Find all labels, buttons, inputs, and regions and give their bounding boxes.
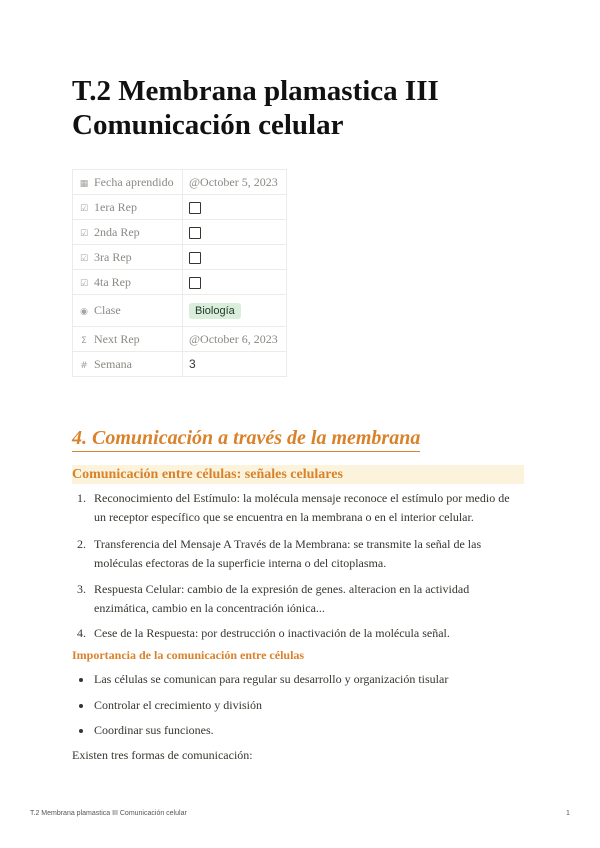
properties-table (72, 169, 287, 377)
property-value (183, 245, 287, 270)
property-row (73, 170, 287, 195)
property-row (73, 195, 287, 220)
subheading-importance: Importancia de la comunicación entre células (72, 648, 305, 662)
checkbox-icon: ☑ (79, 203, 89, 214)
section-heading: 4. Comunicación a través de la membrana (72, 425, 420, 452)
bullet-icon (79, 678, 83, 682)
bullet-icon (79, 729, 83, 733)
page-number: 1 (566, 810, 570, 817)
property-key: ☑ 4ta Rep (73, 270, 183, 295)
list-item: Las células se comunican para regular su desarrollo y organización tisular (72, 670, 528, 689)
checkbox-icon: ☑ (79, 228, 89, 239)
list-item: Coordinar sus funciones. (72, 721, 528, 740)
number-icon: # (80, 360, 88, 371)
list-item: 1. Reconocimiento del Estímulo: la molécula mensaje reconoce el estímulo por medio de un receptor específico que se encuentra en la membrana o en el interior celular. (77, 491, 510, 524)
property-key: # Semana (73, 352, 183, 377)
checkbox[interactable] (189, 202, 201, 214)
sigma-icon: Σ (81, 335, 87, 346)
list-item: Controlar el crecimiento y división (72, 696, 528, 715)
title-line-2: Comunicación celular (72, 109, 344, 141)
title-line-1: T.2 Membrana plamastica III (72, 75, 439, 107)
property-row (73, 295, 287, 327)
paragraph: Existen tres formas de comunicación: (72, 748, 253, 762)
property-row (73, 352, 287, 377)
property-value: @October 6, 2023 (183, 327, 287, 352)
property-value[interactable]: @October 5, 2023 (183, 170, 287, 195)
property-key: Σ Next Rep (73, 327, 183, 352)
property-key: ▦ Fecha aprendido (73, 170, 183, 195)
property-value (183, 295, 287, 327)
property-row (73, 245, 287, 270)
property-value[interactable]: 3 (183, 352, 287, 377)
checkbox-icon: ☑ (79, 253, 89, 264)
page-title (72, 74, 528, 142)
property-value (183, 270, 287, 295)
property-key: ☑ 3ra Rep (73, 245, 183, 270)
checkbox[interactable] (189, 277, 201, 289)
property-value (183, 220, 287, 245)
footer-title: T.2 Membrana plamastica III Comunicación celular (30, 810, 187, 817)
property-row (73, 220, 287, 245)
property-row (73, 327, 287, 352)
calendar-icon: ▦ (79, 178, 89, 189)
property-key: ◉ Clase (73, 295, 183, 327)
property-value (183, 195, 287, 220)
list-item: 2. Transferencia del Mensaje A Través de la Membrana: se transmite la señal de las moléculas efectoras de la superficie interna o del citoplasma. (77, 537, 482, 570)
list-item: 4. Cese de la Respuesta: por destrucción o inactivación de la molécula señal. (77, 626, 450, 640)
list-item: 3. Respuesta Celular: cambio de la expresión de genes. alteracion en la actividad enzimática, cambio en la concentración iónica... (77, 582, 470, 615)
checkbox[interactable] (189, 227, 201, 239)
class-tag[interactable]: Biología (189, 303, 241, 319)
property-row (73, 270, 287, 295)
property-key: ☑ 1era Rep (73, 195, 183, 220)
select-icon: ◉ (80, 307, 88, 317)
subheading-highlighted: Comunicación entre células: señales celulares (72, 465, 524, 484)
checkbox-icon: ☑ (79, 278, 89, 289)
bullet-icon (79, 704, 83, 708)
ordered-list (72, 489, 528, 643)
property-key: ☑ 2nda Rep (73, 220, 183, 245)
checkbox[interactable] (189, 252, 201, 264)
bullet-list (72, 670, 528, 740)
